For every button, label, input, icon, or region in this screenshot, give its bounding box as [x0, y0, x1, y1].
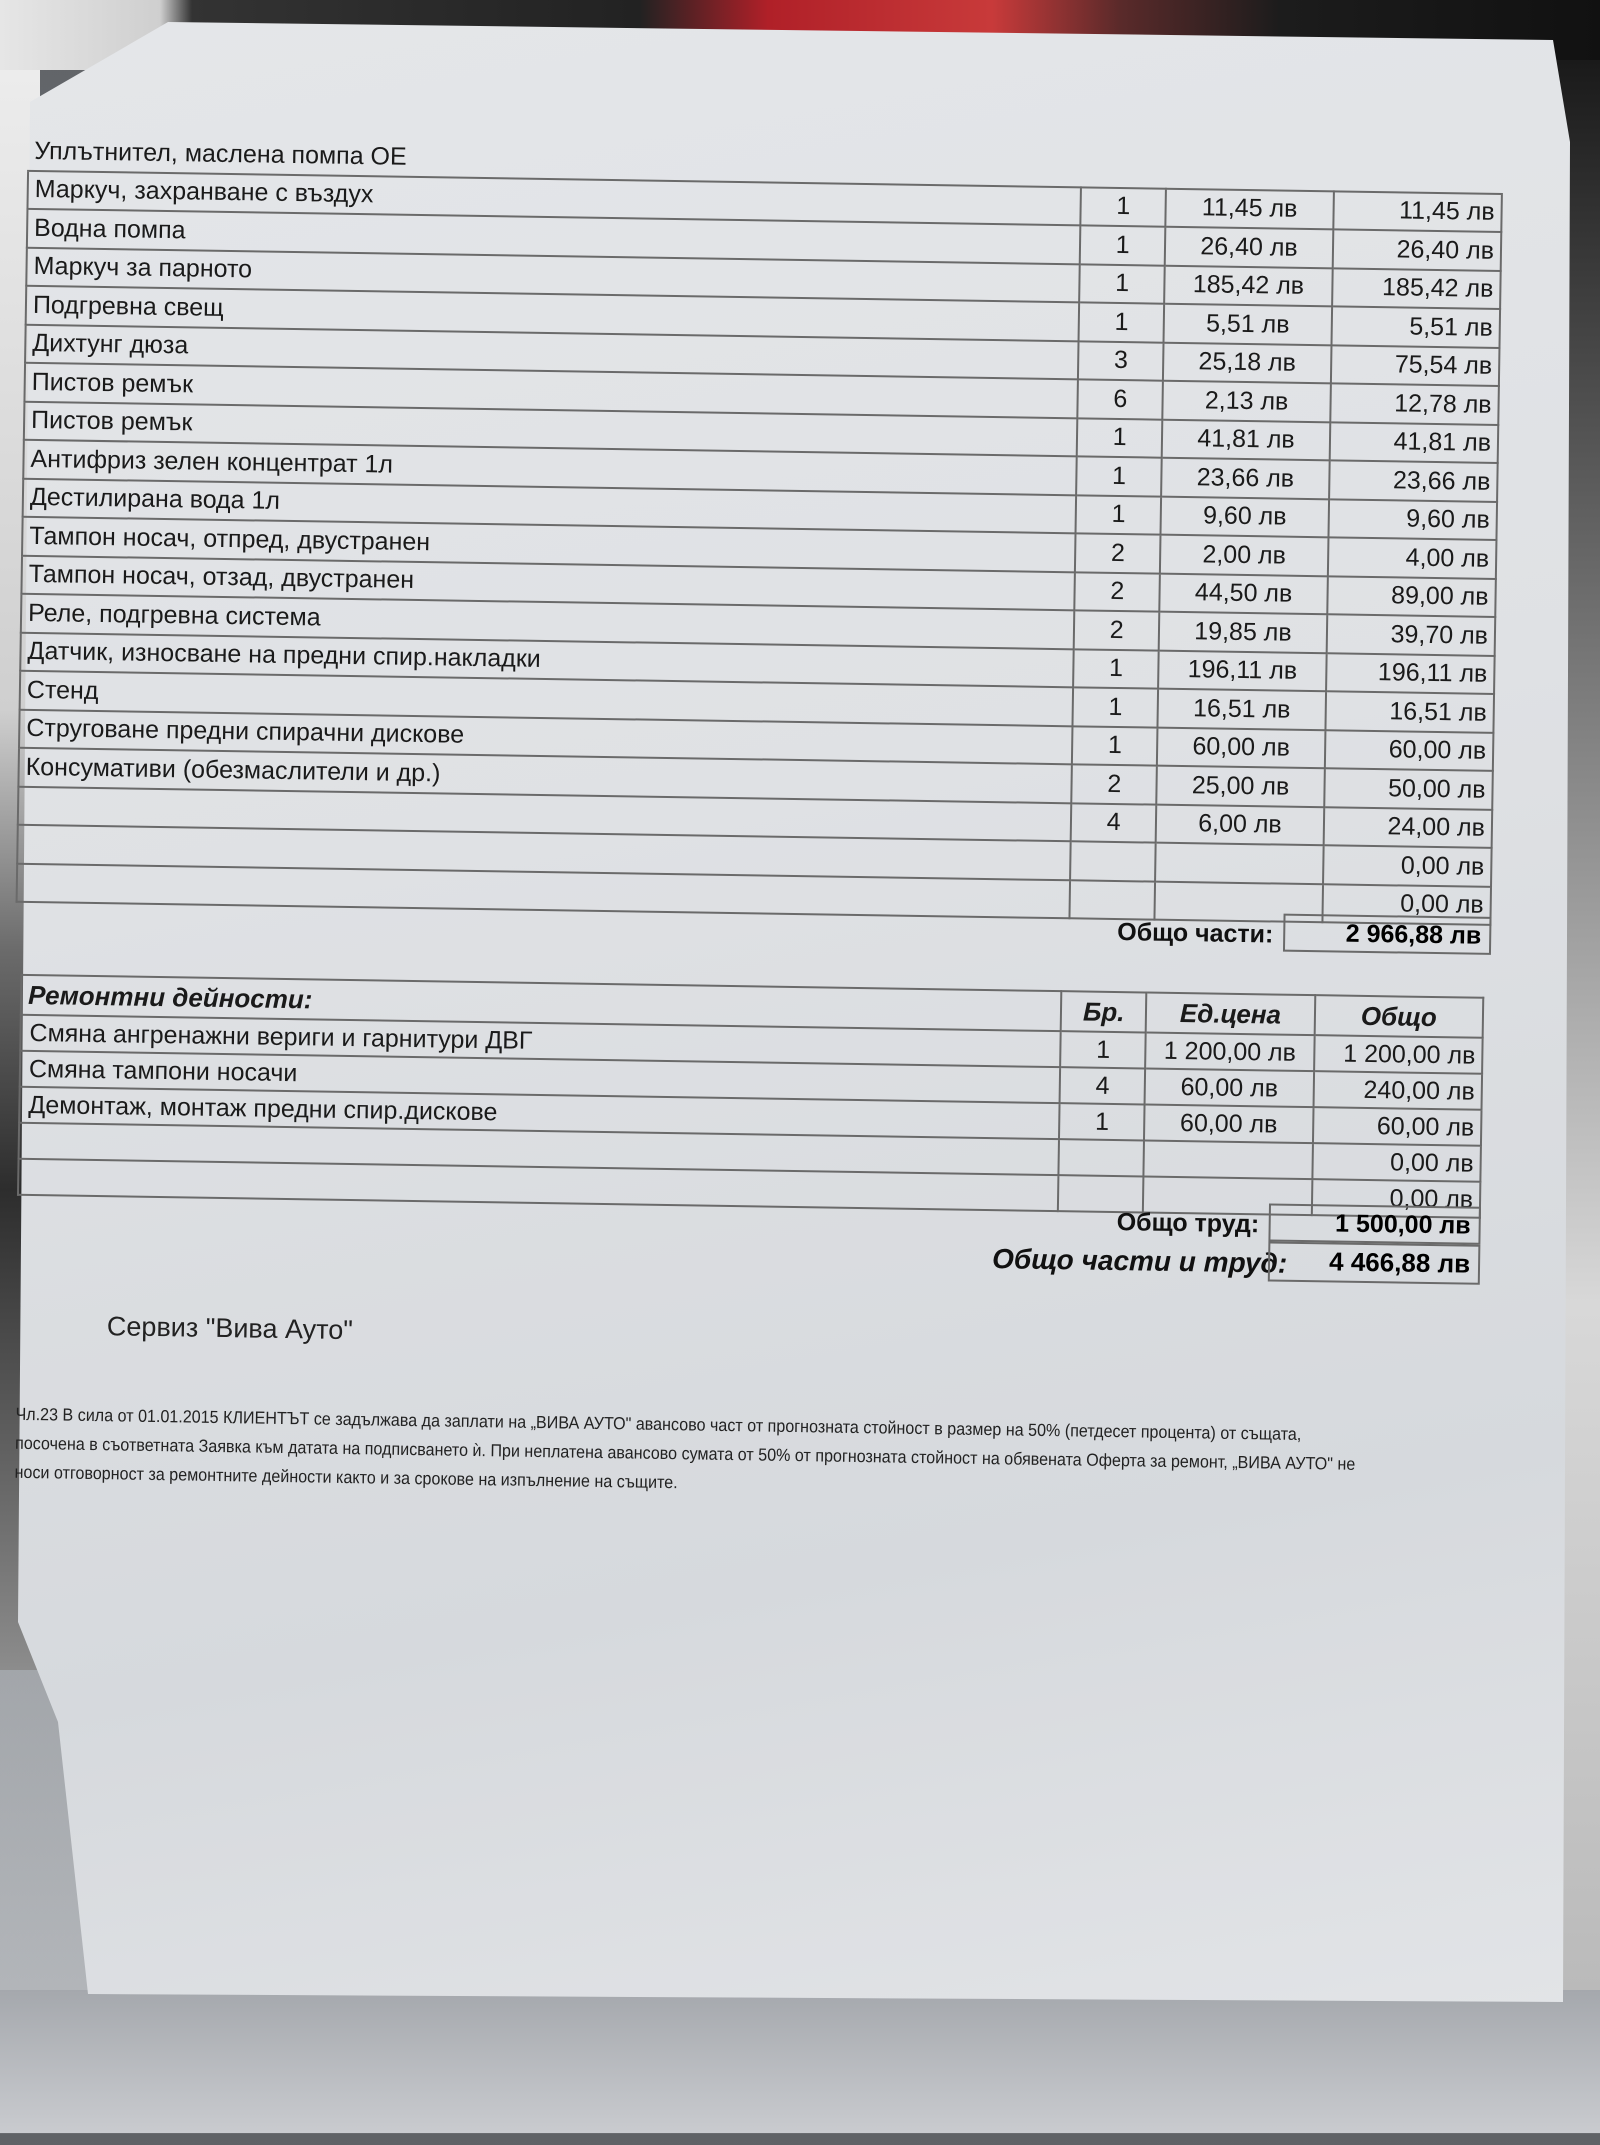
- parts-row-qty-cell: 1: [1077, 456, 1162, 496]
- parts-row-total-cell: 23,66 лв: [1329, 460, 1498, 501]
- parts-row-qty-cell: [1070, 880, 1155, 920]
- parts-row-qty-cell: [1070, 841, 1155, 881]
- labor-row-price-cell: 1 200,00 лв: [1145, 1033, 1314, 1072]
- parts-row-price-cell: 11,45 лв: [1165, 188, 1334, 229]
- parts-row-total-cell: 196,11 лв: [1326, 653, 1495, 694]
- parts-row-total-cell: 12,78 лв: [1330, 383, 1499, 424]
- parts-row-qty-cell: 1: [1072, 726, 1157, 766]
- parts-row-name-cell: Дестилирана вода 1л: [23, 478, 1077, 533]
- parts-row-name-cell: Струговане предни спирачни дискове: [19, 709, 1073, 764]
- terms-clause: Чл.23 В сила от 01.01.2015 КЛИЕНТЪТ се задължава да заплати на „ВИВА АУТО" авансово част от прогнозната стойност в размер на 50% (петдесет процента) от същата, посочена в съответната Заявка към датата на подписването ѝ. При неплатена авансово сумата от 50% от прогнозната стойност на обявената Оферта за ремонт, „ВИВА АУТО" не носи отговорност за ремонтните дейности както и за срокове на изпълнение на същите.: [14, 1403, 1356, 1493]
- labor-row-name-cell: Демонтаж, монтаж предни спир.дискове: [19, 1087, 1060, 1139]
- parts-row-qty-cell: 6: [1078, 379, 1163, 419]
- labor-total-value: 1 500,00 лв: [1268, 1203, 1481, 1244]
- labor-row-total-cell: 1 200,00 лв: [1314, 1035, 1483, 1074]
- parts-row-qty-cell: 1: [1077, 418, 1162, 458]
- parts-row-total-cell: 185,42 лв: [1332, 268, 1501, 309]
- parts-row-name-cell: Маркуч за парното: [26, 247, 1080, 302]
- parts-row-price-cell: [1155, 843, 1324, 884]
- labor-row-name-cell: Смяна тампони носачи: [20, 1051, 1061, 1103]
- parts-row-price-cell: 5,51 лв: [1164, 304, 1333, 345]
- parts-row-qty-cell: 1: [1080, 225, 1165, 265]
- parts-row-name-cell: Водна помпа: [27, 209, 1081, 264]
- parts-row-qty-cell: 2: [1074, 610, 1159, 650]
- parts-row-price-cell: 16,51 лв: [1158, 689, 1327, 730]
- parts-row-price-cell: 196,11 лв: [1158, 650, 1327, 691]
- labor-row-total-cell: 0,00 лв: [1311, 1179, 1480, 1218]
- labor-row-qty-cell: 1: [1059, 1103, 1145, 1140]
- parts-row-price-cell: 9,60 лв: [1161, 496, 1330, 537]
- parts-row-total-cell: 24,00 лв: [1324, 807, 1493, 848]
- parts-row-qty-cell: 1: [1080, 264, 1165, 304]
- parts-row-total-cell: 75,54 лв: [1331, 345, 1500, 386]
- parts-row-qty-cell: 1: [1079, 302, 1164, 342]
- labor-header-price: Ед.цена: [1146, 993, 1315, 1036]
- parts-total-label: Общо части:: [1117, 918, 1274, 949]
- parts-row-name-cell: Датчик, износване на предни спир.накладки: [20, 632, 1074, 687]
- parts-row-qty-cell: 3: [1078, 341, 1163, 381]
- parts-row-total-cell: 41,81 лв: [1330, 422, 1499, 463]
- parts-row-name-cell: Консумативи (обезмаслители и др.): [18, 748, 1072, 803]
- parts-row-qty-cell: 1: [1073, 687, 1158, 727]
- parts-row-name-cell: Тампон носач, отзад, двустранен: [21, 555, 1075, 610]
- parts-total-value: 2 966,88 лв: [1283, 914, 1492, 955]
- parts-row-price-cell: 2,13 лв: [1162, 381, 1331, 422]
- labor-header-total: Общо: [1314, 995, 1483, 1038]
- parts-row-qty-cell: 2: [1075, 533, 1160, 573]
- parts-row-qty-cell: 1: [1073, 649, 1158, 689]
- parts-row-qty-cell: 4: [1071, 803, 1156, 843]
- labor-row-name-cell: Смяна ангренажни вериги и гарнитури ДВГ: [20, 1015, 1061, 1067]
- labor-row-total-cell: 240,00 лв: [1313, 1071, 1482, 1110]
- parts-table: [16, 133, 1504, 926]
- parts-row-total-cell: 11,45 лв: [1333, 191, 1502, 232]
- parts-row-qty-cell: 2: [1075, 572, 1160, 612]
- parts-header-cell: Уплътнител, маслена помпа OE: [28, 133, 1502, 194]
- parts-row-qty-cell: 1: [1076, 495, 1161, 535]
- parts-row-name-cell: Антифриз зелен концентрат 1л: [23, 440, 1077, 495]
- labor-row-qty-cell: [1059, 1139, 1145, 1176]
- parts-row-total-cell: 5,51 лв: [1332, 306, 1501, 347]
- parts-row-price-cell: 26,40 лв: [1165, 227, 1334, 268]
- parts-row-price-cell: 25,18 лв: [1163, 342, 1332, 383]
- parts-row-total-cell: 9,60 лв: [1328, 499, 1497, 540]
- parts-row-price-cell: 23,66 лв: [1161, 458, 1330, 499]
- parts-row-name-cell: Тампон носач, отпред, двустранен: [22, 517, 1076, 572]
- parts-row-price-cell: 19,85 лв: [1159, 612, 1328, 653]
- labor-table: [17, 974, 1484, 1219]
- labor-row-qty-cell: 1: [1060, 1031, 1146, 1068]
- parts-row-total-cell: 39,70 лв: [1327, 614, 1496, 655]
- parts-row-total-cell: 4,00 лв: [1328, 537, 1497, 578]
- parts-row-name-cell: Подгревна свещ: [26, 286, 1080, 341]
- parts-row-price-cell: 185,42 лв: [1164, 265, 1333, 306]
- labor-header-name: Ремонтни дейности:: [21, 975, 1062, 1031]
- parts-row-qty-cell: 1: [1081, 187, 1166, 227]
- labor-row-total-cell: 0,00 лв: [1312, 1143, 1481, 1182]
- parts-row-total-cell: 89,00 лв: [1327, 576, 1496, 617]
- parts-row-price-cell: 6,00 лв: [1156, 804, 1325, 845]
- parts-row-total-cell: 60,00 лв: [1325, 730, 1494, 771]
- parts-row-price-cell: 25,00 лв: [1156, 766, 1325, 807]
- labor-row-qty-cell: [1058, 1175, 1144, 1212]
- parts-row-price-cell: 41,81 лв: [1162, 419, 1331, 460]
- parts-row-name-cell: Маркуч, захранване с въздух: [27, 170, 1081, 225]
- labor-row-price-cell: [1144, 1140, 1313, 1179]
- parts-row-price-cell: 2,00 лв: [1160, 535, 1329, 576]
- labor-row-qty-cell: 4: [1060, 1067, 1146, 1104]
- parts-row-name-cell: Пистов ремък: [24, 363, 1078, 418]
- parts-row-qty-cell: 2: [1072, 764, 1157, 804]
- labor-row-price-cell: 60,00 лв: [1144, 1104, 1313, 1143]
- parts-row-total-cell: 0,00 лв: [1322, 884, 1491, 925]
- parts-row-total-cell: 50,00 лв: [1324, 768, 1493, 809]
- parts-row-name-cell: Стенд: [20, 671, 1074, 726]
- labor-row-price-cell: 60,00 лв: [1145, 1068, 1314, 1107]
- parts-row-price-cell: 60,00 лв: [1157, 727, 1326, 768]
- parts-row-total-cell: 16,51 лв: [1325, 691, 1494, 732]
- parts-row-name-cell: Пистов ремък: [24, 401, 1078, 456]
- company-name: Сервиз "Вива Ауто": [106, 1311, 354, 1346]
- parts-row-price-cell: 44,50 лв: [1159, 573, 1328, 614]
- parts-row-total-cell: 26,40 лв: [1333, 229, 1502, 270]
- labor-total-label: Общо труд:: [1116, 1208, 1260, 1239]
- labor-header-qty: Бр.: [1061, 991, 1147, 1032]
- grand-total-value: 4 466,88 лв: [1268, 1241, 1481, 1284]
- parts-row-name-cell: Дихтунг дюза: [25, 324, 1079, 379]
- parts-row-name-cell: Реле, подгревна система: [21, 594, 1075, 649]
- parts-row-total-cell: 0,00 лв: [1323, 845, 1492, 886]
- labor-row-total-cell: 60,00 лв: [1313, 1107, 1482, 1146]
- grand-total-label: Общо части и труд:: [991, 1243, 1288, 1279]
